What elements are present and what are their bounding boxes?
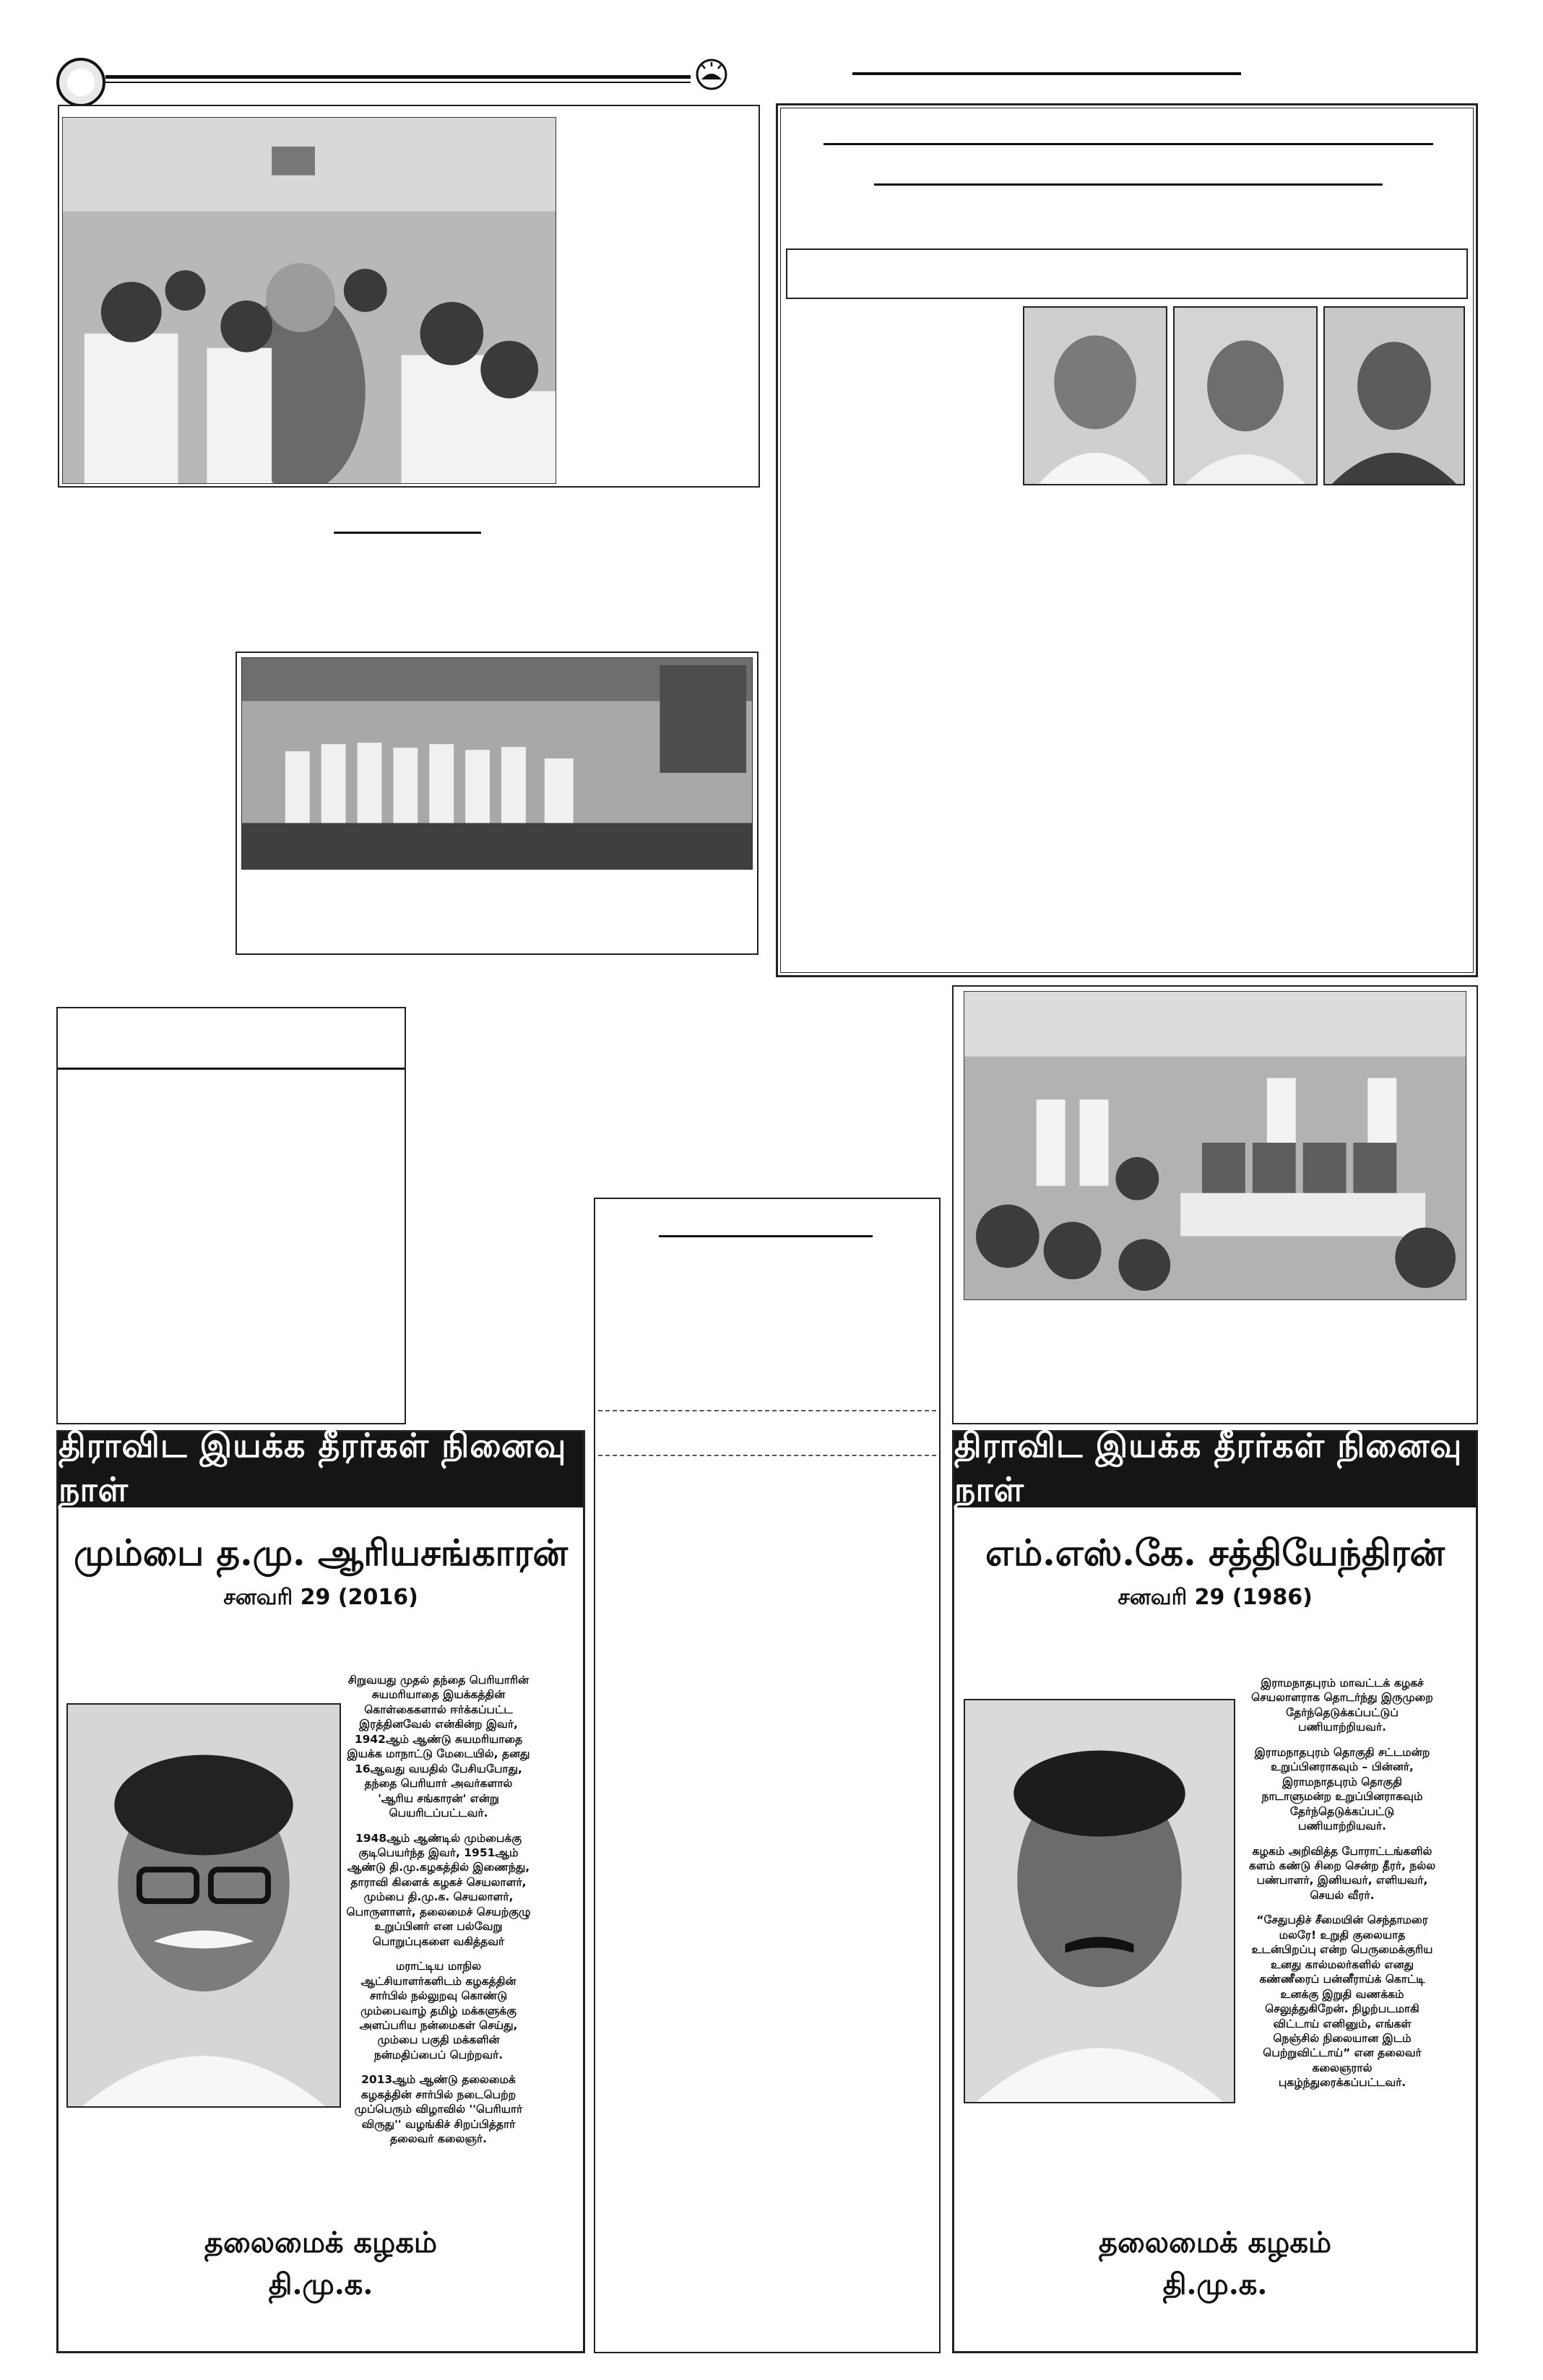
memorial-ad-2-bio-para: “சேதுபதிச் சீமையின் செந்தாமரை மலரே! உறுதி குலையாத உடன்பிறப்பு என்ற பெருமைக்குரிய உனது கால்மலர்களில் எனது கண்ணீரைப் பன்னீராய்க் கொட்டி உனக்கு இறுதி வணக்கம் செலுத்துகிறேன். நிழற்படமாகி விட்டாய் எனினும், எங்கள் நெஞ்சில் நிலையான இடம் பெற்றுவிட்டாய்” என தலைவர் கலைஞரால் புகழ்ந்துரைக்கப்பட்டவர். bbox=[1251, 1913, 1433, 2090]
memorial-ad-2-org-party: தி.மு.க. bbox=[1162, 2267, 1268, 2301]
memorial-ad-2-bio bbox=[1248, 1676, 1436, 2100]
rising-sun-emblem-icon bbox=[695, 58, 728, 91]
caption-divider-top-left bbox=[334, 532, 481, 534]
portrait-photo-2 bbox=[1173, 306, 1318, 485]
center-column-dashed-1 bbox=[598, 1410, 936, 1411]
memorial-ad-1-name: மும்பை த.மு. ஆரியசங்காரன் bbox=[74, 1531, 568, 1574]
memorial-ad-1-org-party: தி.மு.க. bbox=[268, 2267, 373, 2301]
memorial-ad-1-portrait bbox=[66, 1703, 341, 2108]
memorial-ad-1-banner: திராவிட இயக்க தீரர்கள் நினைவு நாள் bbox=[59, 1432, 583, 1507]
party-logo-icon bbox=[56, 58, 105, 107]
middle-left-title-rule bbox=[58, 1068, 405, 1070]
memorial-ad-2-bio-para: கழகம் அறிவித்த போராட்டங்களில் களம் கண்டு சிறை சென்ற தீரர், நல்ல பண்பாளர், இனியவர், எளியவர், செயல் வீரர். bbox=[1248, 1844, 1436, 1902]
story-box-center-column bbox=[594, 1198, 941, 2353]
center-column-dashed-2 bbox=[598, 1455, 936, 1456]
header-rule-left bbox=[105, 75, 691, 79]
photo-tribute-statue bbox=[62, 117, 556, 484]
memorial-ad-2-bio-para: இராமநாதபுரம் தொகுதி சட்டமன்ற உறுப்பினராகவும் – பின்னர், இராமநாதபுரம் தொகுதி நாடாளுமன்ற உறுப்பினராகவும் தேர்ந்தெடுக்கப்பட்டு பணியாற்றியவர். bbox=[1254, 1745, 1430, 1833]
photo-stage-event bbox=[241, 657, 753, 870]
memorial-ad-1-org-name: தலைமைக் கழகம் bbox=[204, 2225, 438, 2259]
memorial-ad-1-bio-para: 1948ஆம் ஆண்டில் மும்பைக்கு குடிபெயர்ந்த இவர், 1951ஆம் ஆண்டு தி.மு.கழகத்தில் இணைந்து, தாராவி கிளைக் கழகச் செயலாளர், மும்பை தி.மு.க. செயலாளர், பொருளாளர், தலைமைச் செயற்குழு உறுப்பினர் என பல்வேறு பொறுப்புகளை வகித்தவர் bbox=[346, 1831, 531, 1948]
memorial-ad-1-bio-para: 2013ஆம் ஆண்டு தலைமைக் கழகத்தின் சார்பில் நடைபெற்ற முப்பெரும் விழாவில் ''பெரியார் விருது'' வழங்கிச் சிறப்பித்தார் தலைவர் கலைஞர். bbox=[354, 2073, 523, 2146]
headline-rule-1 bbox=[824, 143, 1433, 145]
memorial-ad-2-org bbox=[954, 2222, 1476, 2306]
memorial-ad-2-portrait bbox=[964, 1699, 1235, 2103]
memorial-ad-2-bio-para: இராமநாதபுரம் மாவட்டக் கழகச் செயலாளராக தொடர்ந்து இருமுறை தேர்ந்தெடுக்கப்பட்டுப் பணியாற்றியவர். bbox=[1251, 1676, 1433, 1734]
portrait-photo-1 bbox=[1023, 306, 1167, 485]
memorial-ad-1-bio-para: மராட்டிய மாநில ஆட்சியாளர்களிடம் கழகத்தின் சார்பில் நல்லுறவு கொண்டு மும்பைவாழ் தமிழ் மக்களுக்கு அளப்பரிய நன்மைகள் செய்து, மும்பை பகுதி மக்களின் நன்மதிப்பைப் பெற்றவர். bbox=[359, 1960, 518, 2061]
memorial-ad-1-org bbox=[59, 2222, 583, 2306]
portrait-photo-3 bbox=[1323, 306, 1465, 485]
memorial-ad-2-banner: திராவிட இயக்க தீரர்கள் நினைவு நாள் bbox=[954, 1432, 1476, 1507]
memorial-ad-2-date: சனவரி 29 (1986) bbox=[1118, 1585, 1313, 1610]
photo-distribution-event bbox=[964, 991, 1466, 1300]
memorial-ad-2-name: எம்.எஸ்.கே. சத்தியேந்திரன் bbox=[985, 1531, 1445, 1574]
headline-rule-2 bbox=[874, 183, 1383, 186]
story-box-top-right-inner bbox=[780, 108, 1474, 973]
subheading-bar bbox=[786, 248, 1468, 299]
center-column-title-rule bbox=[659, 1235, 873, 1237]
header-rule-right bbox=[852, 72, 1241, 75]
header-rule-left-thin bbox=[105, 82, 691, 83]
memorial-ad-2-org-name: தலைமைக் கழகம் bbox=[1098, 2225, 1332, 2259]
memorial-ad-1-bio-para: சிறுவயது முதல் தந்தை பெரியாரின் சுயமரியாதை இயக்கத்தின் கொள்கைகளால் ஈர்க்கப்பட்ட இரத்தினவேல் என்கின்ற இவர், 1942ஆம் ஆண்டு சுயமரியாதை இயக்க மாநாட்டு மேடையில், தனது 16ஆவது வயதில் பேசியபோது, தந்தை பெரியார் அவர்களால் 'ஆரிய சங்காரன்' என்று பெயரிடப்பட்டவர். bbox=[347, 1674, 530, 1820]
memorial-ad-1-date: சனவரி 29 (2016) bbox=[223, 1585, 418, 1610]
memorial-ad-1-bio bbox=[345, 1673, 532, 2157]
